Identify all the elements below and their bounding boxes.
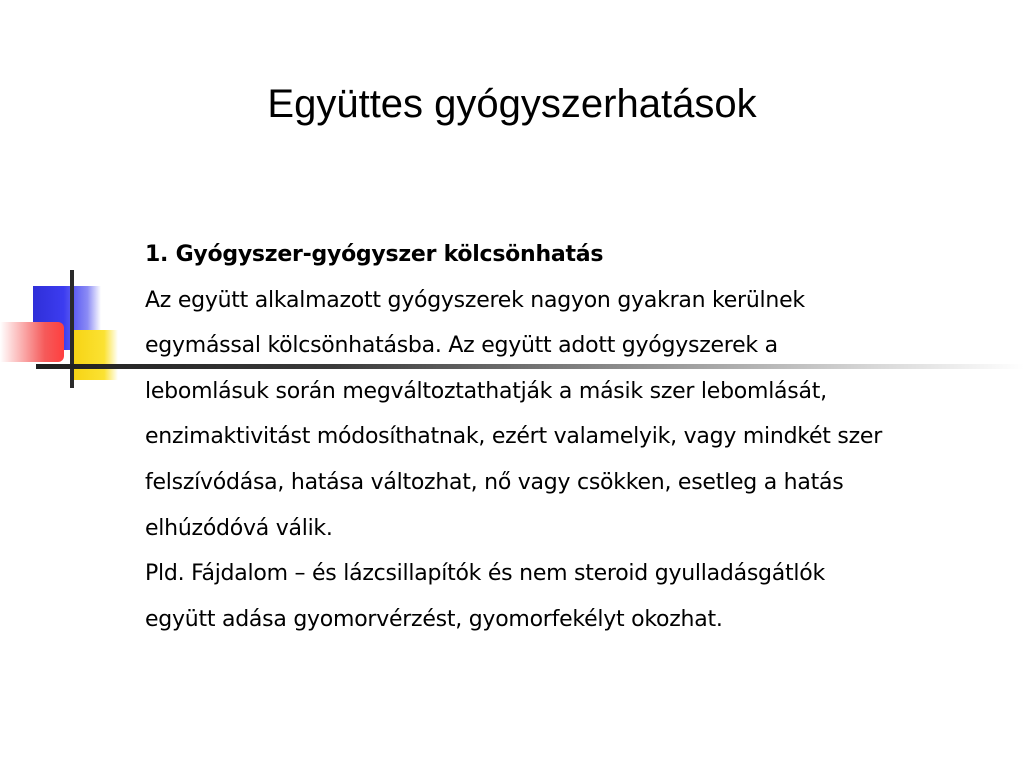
paragraph-line: egymással kölcsönhatásba. Az együtt adott gyógyszerek a bbox=[145, 333, 778, 359]
vertical-rule bbox=[70, 270, 74, 388]
paragraph-line: felszívódása, hatása változhat, nő vagy csökken, esetleg a hatás bbox=[145, 469, 844, 495]
paragraph-line: enzimaktivitást módosíthatnak, ezért valamelyik, vagy mindkét szer bbox=[145, 424, 883, 450]
slide-title: Együttes gyógyszerhatások bbox=[267, 82, 757, 126]
paragraph-line: Az együtt alkalmazott gyógyszerek nagyon gyakran kerülnek bbox=[145, 287, 805, 313]
example-line: együtt adása gyomorvérzést, gyomorfekélyt okozhat. bbox=[145, 606, 723, 632]
section-heading: 1. Gyógyszer-gyógyszer kölcsönhatás bbox=[145, 242, 604, 267]
red-bar-decoration bbox=[0, 322, 64, 362]
paragraph-line: elhúzódóvá válik. bbox=[145, 515, 333, 541]
slide-body bbox=[145, 232, 1005, 642]
example-line: Pld. Fájdalom – és lázcsillapítók és nem steroid gyulladásgátlók bbox=[145, 561, 825, 587]
yellow-square-decoration bbox=[72, 330, 118, 380]
paragraph-line: lebomlásuk során megváltoztathatják a másik szer lebomlását, bbox=[145, 378, 827, 404]
